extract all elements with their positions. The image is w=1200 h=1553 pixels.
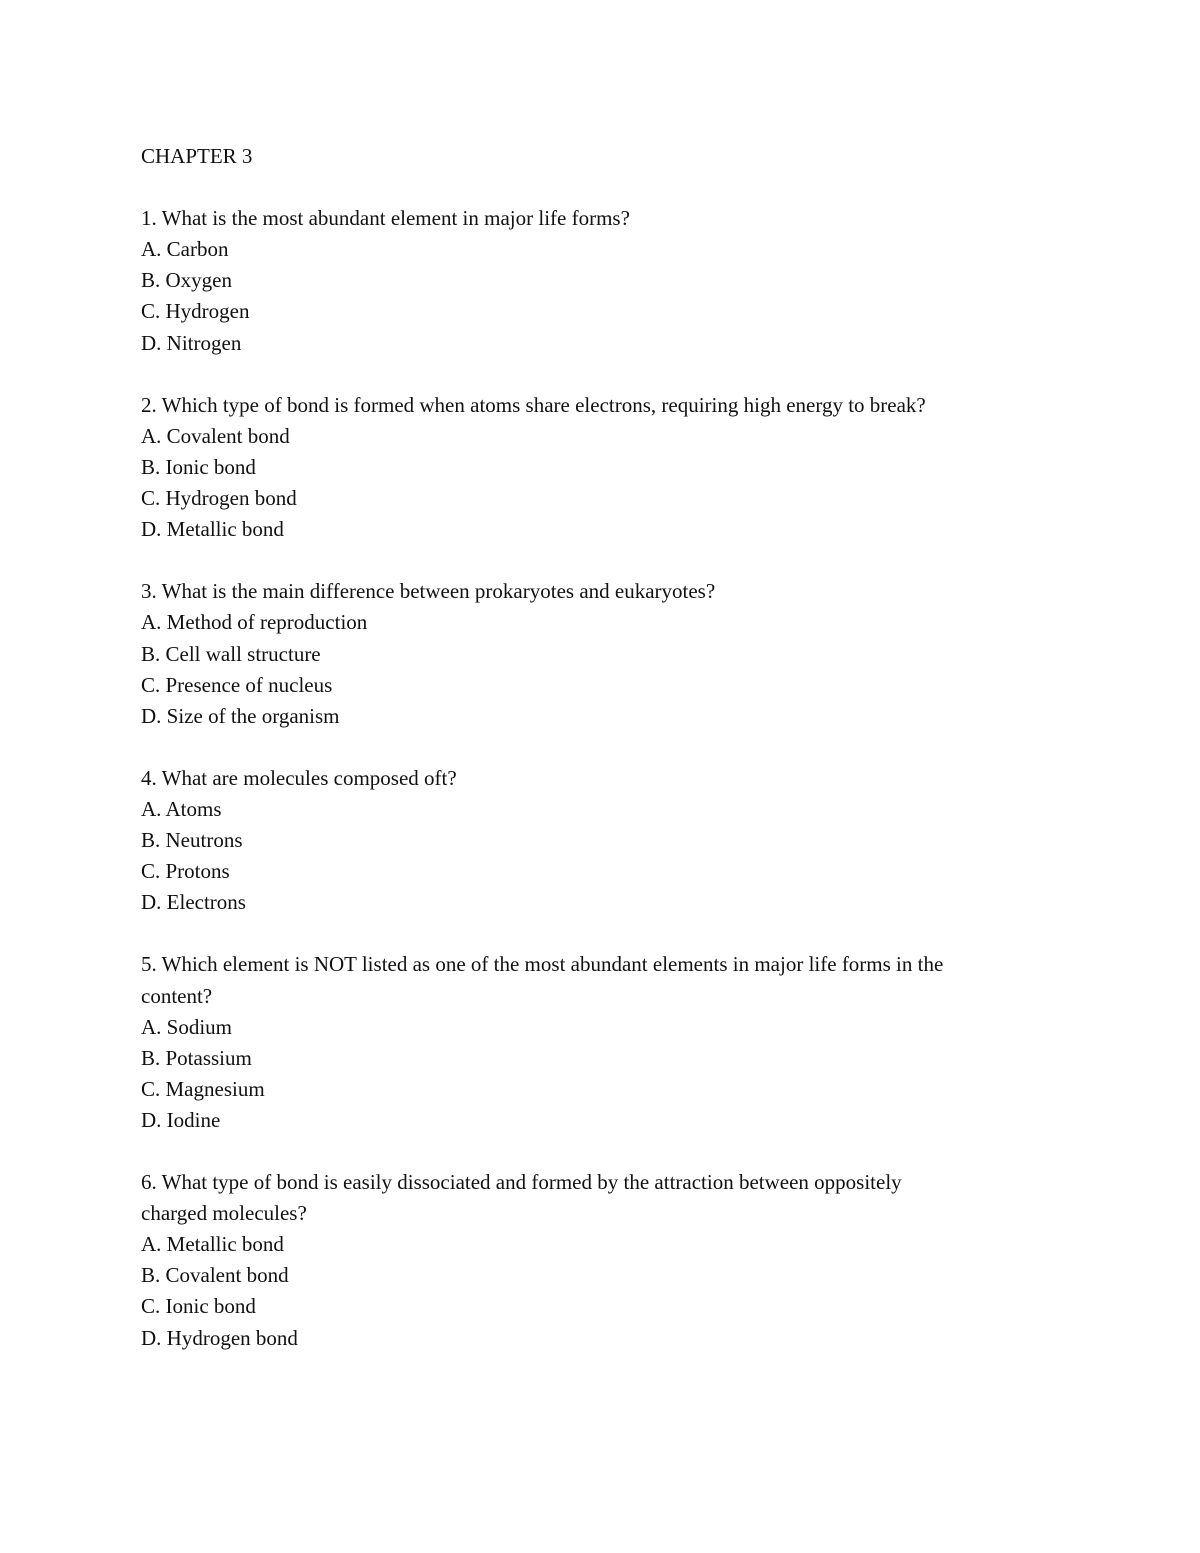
question-6 bbox=[141, 1167, 1071, 1354]
question-5-text-line-1: 5. Which element is NOT listed as one of the most abundant elements in major life forms in the bbox=[141, 952, 944, 977]
question-3-text: 3. What is the main difference between prokaryotes and eukaryotes? bbox=[141, 579, 716, 604]
question-3-option-a: A. Method of reproduction bbox=[141, 610, 368, 635]
question-2-option-b: B. Ionic bond bbox=[141, 454, 256, 479]
document-content bbox=[141, 141, 1071, 1385]
question-1-text: 1. What is the most abundant element in major life forms? bbox=[141, 206, 630, 231]
question-4-option-d: D. Electrons bbox=[141, 890, 246, 915]
question-6-option-a: A. Metallic bond bbox=[141, 1232, 284, 1257]
question-6-option-b: B. Covalent bond bbox=[141, 1263, 289, 1288]
question-5-option-c: C. Magnesium bbox=[141, 1076, 265, 1101]
question-6-text-line-2: charged molecules? bbox=[141, 1201, 307, 1226]
question-5-option-d: D. Iodine bbox=[141, 1107, 221, 1132]
chapter-heading: CHAPTER 3 bbox=[141, 144, 253, 168]
question-2-option-d: D. Metallic bond bbox=[141, 517, 284, 542]
question-6-text-line-1: 6. What type of bond is easily dissociated and formed by the attraction between oppositely bbox=[141, 1170, 902, 1195]
question-3-option-b: B. Cell wall structure bbox=[141, 641, 321, 666]
question-4-text: 4. What are molecules composed oft? bbox=[141, 765, 457, 790]
question-1-option-c: C. Hydrogen bbox=[141, 299, 250, 324]
question-5-text-line-2: content? bbox=[141, 983, 213, 1008]
question-5-option-b: B. Potassium bbox=[141, 1045, 252, 1070]
question-2-option-c: C. Hydrogen bond bbox=[141, 486, 297, 511]
question-5 bbox=[141, 949, 1071, 1136]
question-3-option-c: C. Presence of nucleus bbox=[141, 672, 333, 697]
question-1-option-a: A. Carbon bbox=[141, 237, 229, 262]
question-4-option-c: C. Protons bbox=[141, 859, 230, 884]
question-2 bbox=[141, 390, 1071, 545]
question-3 bbox=[141, 576, 1071, 731]
question-3-option-d: D. Size of the organism bbox=[141, 703, 340, 728]
question-4-option-b: B. Neutrons bbox=[141, 828, 243, 853]
question-2-text: 2. Which type of bond is formed when atoms share electrons, requiring high energy to break? bbox=[141, 392, 926, 417]
question-2-option-a: A. Covalent bond bbox=[141, 423, 290, 448]
question-4-option-a: A. Atoms bbox=[141, 796, 222, 821]
question-1-option-d: D. Nitrogen bbox=[141, 330, 242, 355]
question-1-option-b: B. Oxygen bbox=[141, 268, 232, 293]
question-5-option-a: A. Sodium bbox=[141, 1014, 233, 1039]
question-6-option-c: C. Ionic bond bbox=[141, 1294, 256, 1319]
question-6-option-d: D. Hydrogen bond bbox=[141, 1325, 298, 1350]
question-1 bbox=[141, 203, 1071, 358]
question-4 bbox=[141, 763, 1071, 918]
